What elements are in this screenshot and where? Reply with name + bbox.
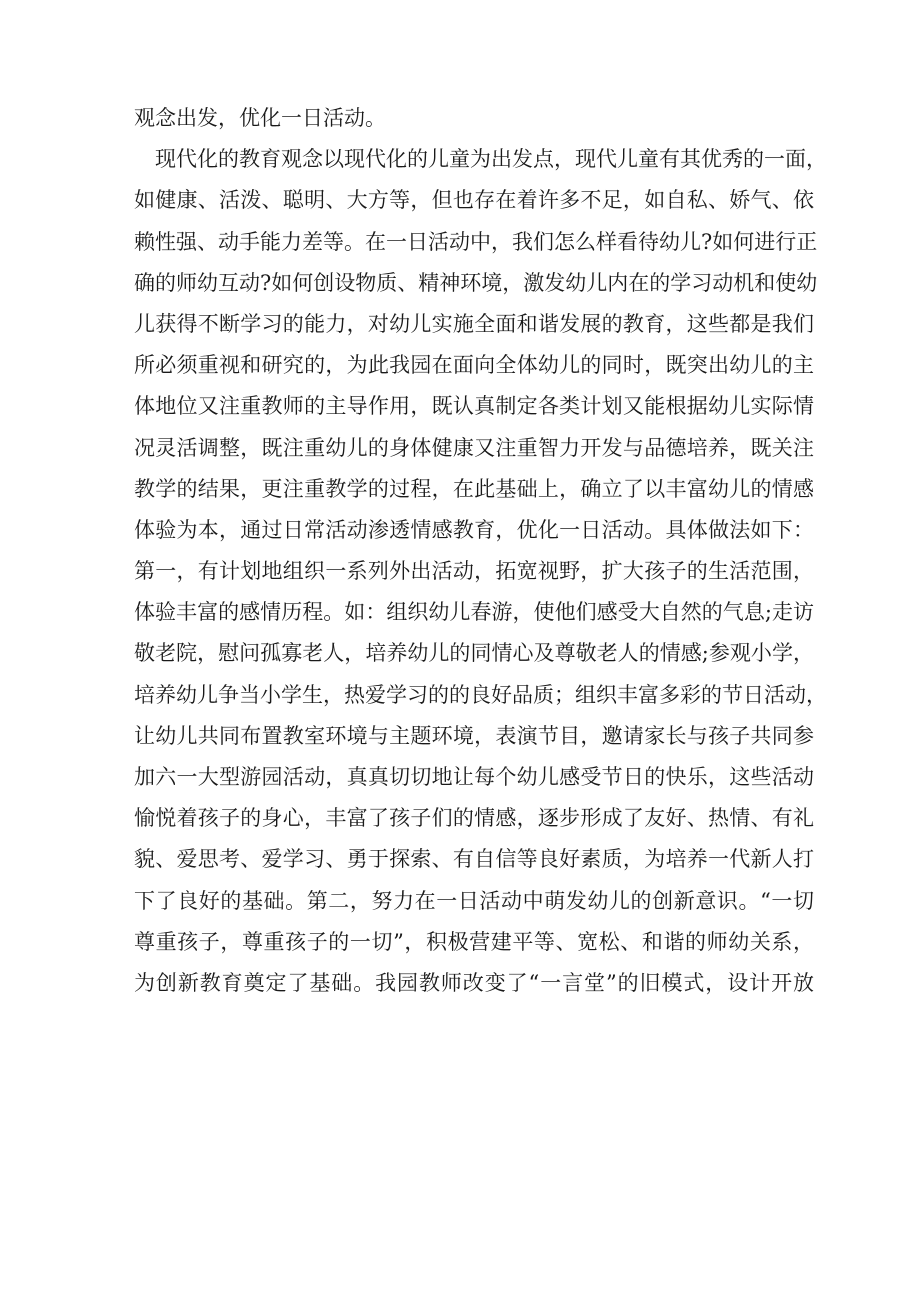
text-line: 加六一大型游园活动，真真切切地让每个幼儿感受节日的快乐，这些活动 — [134, 765, 814, 789]
text-line: 观念出发，优化一日活动。 — [134, 106, 386, 130]
text-line: 况灵活调整，既注重幼儿的身体健康又注重智力开发与品德培养，既关注 — [134, 435, 814, 460]
text-line: 让幼儿共同布置教室环境与主题环境，表演节目，邀请家长与孩子共同参 — [134, 723, 814, 748]
text-line: 如健康、活泼、聪明、大方等，但也存在着许多不足，如自私、娇气、依 — [134, 188, 814, 213]
text-line: 赖性强、动手能力差等。在一日活动中，我们怎么样看待幼儿?如何进行正 — [134, 229, 818, 254]
text-line: 尊重孩子，尊重孩子的一切”，积极营建平等、宽松、和谐的师幼关系， — [134, 929, 814, 954]
text-line: 体验为本，通过日常活动渗透情感教育，优化一日活动。具体做法如下： — [134, 517, 814, 542]
document-body — [134, 98, 827, 1004]
text-line: 体地位又注重教师的主导作用，既认真制定各类计划又能根据幼儿实际情 — [134, 394, 814, 419]
text-line: 培养幼儿争当小学生，热爱学习的的良好品质；组织丰富多彩的节日活动， — [134, 682, 827, 707]
text-line: 敬老院，慰问孤寡老人，培养幼儿的同情心及尊敬老人的情感;参观小学， — [134, 641, 814, 666]
text-line: 第一，有计划地组织一系列外出活动，拓宽视野，扩大孩子的生活范围， — [134, 559, 814, 584]
text-line: 确的师幼互动?如何创设物质、精神环境，激发幼儿内在的学习动机和使幼 — [134, 270, 818, 295]
text-line: 所必须重视和研究的，为此我园在面向全体幼儿的同时，既突出幼儿的主 — [134, 353, 814, 378]
text-line: 为创新教育奠定了基础。我园教师改变了“一言堂”的旧模式，设计开放 — [134, 970, 814, 995]
text-line: 儿获得不断学习的能力，对幼儿实施全面和谐发展的教育，这些都是我们 — [134, 311, 814, 336]
text-line: 貌、爱思考、爱学习、勇于探索、有自信等良好素质，为培养一代新人打 — [134, 847, 814, 872]
text-line: 教学的结果，更注重教学的过程，在此基础上，确立了以丰富幼儿的情感 — [134, 476, 814, 501]
text-line: 现代化的教育观念以现代化的儿童为出发点，现代儿童有其优秀的一面， — [155, 147, 827, 172]
text-line: 下了良好的基础。第二，努力在一日活动中萌发幼儿的创新意识。“一切 — [134, 888, 814, 913]
text-line: 体验丰富的感情历程。如：组织幼儿春游，使他们感受大自然的气息;走访 — [134, 600, 814, 625]
text-line: 愉悦着孩子的身心，丰富了孩子们的情感，逐步形成了友好、热情、有礼 — [134, 806, 814, 831]
